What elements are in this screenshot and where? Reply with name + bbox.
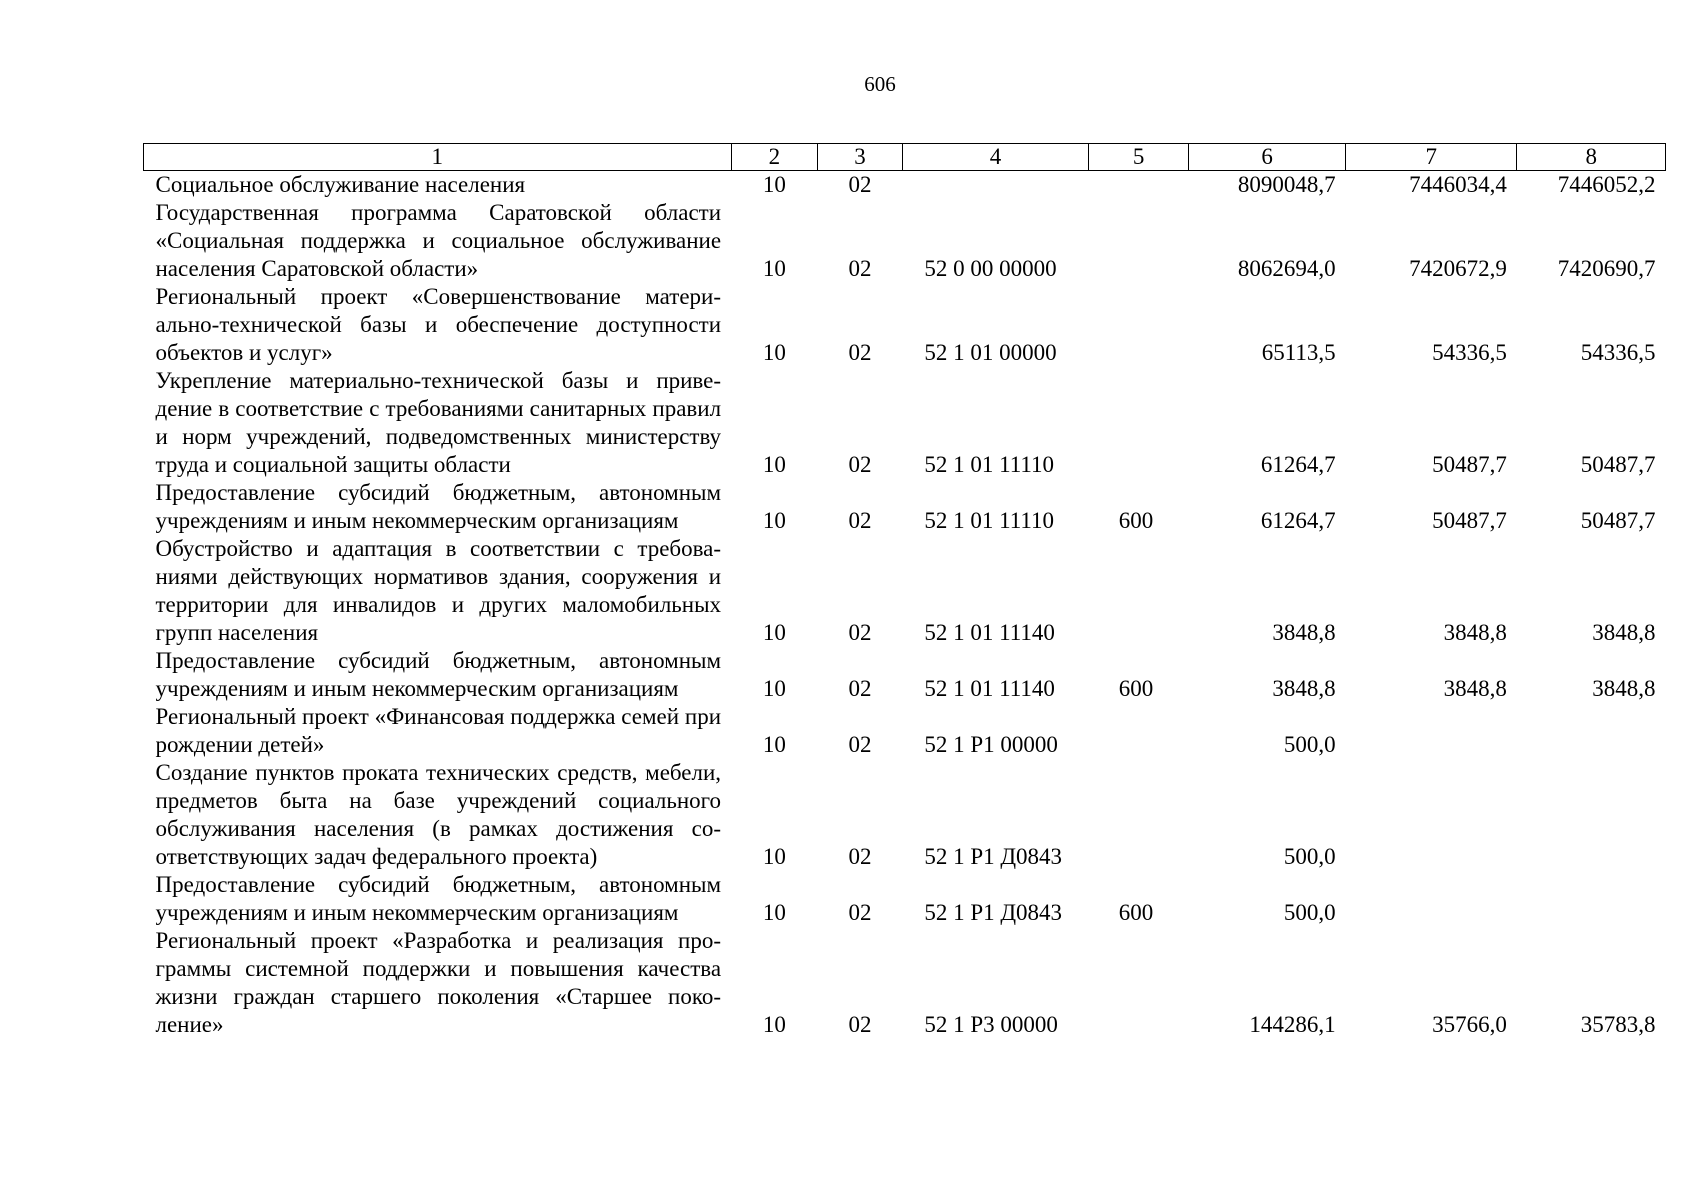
page-number: 606 — [864, 72, 896, 96]
amount-col-6-cell: 8090048,7 — [1237, 172, 1336, 197]
amount-col-7-cell: 50487,7 — [1432, 452, 1507, 477]
header-col-3: 3 — [818, 144, 903, 171]
row-name-cell: Региональный проект «Совершенствование материально-технической базы и обеспечение доступности объектов и услуг» — [155, 284, 722, 365]
expense-type-cell — [1089, 367, 1189, 479]
amount-col-7-cell: 3848,8 — [1443, 620, 1507, 645]
expense-type-cell — [1089, 199, 1189, 283]
expense-type-cell: 600 — [1118, 676, 1154, 701]
row-name-cell: Государственная программа Саратовской области «Социальная поддержка и социальное обслуживание населения Саратовской области» — [155, 200, 722, 281]
subsection-code-cell: 02 — [848, 620, 872, 645]
amount-col-8-cell: 50487,7 — [1580, 452, 1656, 477]
subsection-code-cell: 02 — [848, 676, 872, 701]
table-row — [144, 703, 1666, 759]
amount-col-8-cell: 50487,7 — [1580, 508, 1656, 533]
expense-type-cell — [1089, 703, 1189, 759]
amount-col-7-cell — [1346, 759, 1517, 871]
amount-col-8-cell: 35783,8 — [1580, 1012, 1656, 1037]
amount-col-8-cell — [1517, 703, 1666, 759]
target-article-cell: 52 0 00 00000 — [924, 256, 1057, 281]
target-article-cell: 52 1 P1 Д0843 — [924, 844, 1063, 869]
table-row — [144, 199, 1666, 283]
row-name-cell: Предоставление субсидий бюджетным, автономным учреждениям и иным некоммерческим организациям — [155, 648, 722, 701]
table-row — [144, 647, 1666, 703]
amount-col-6-cell: 3848,8 — [1272, 676, 1336, 701]
row-name-cell: Региональный проект «Разработка и реализация программы системной поддержки и повышения качества жизни граждан старшего поколения «Старшее поколение» — [155, 928, 722, 1037]
section-code-cell: 10 — [762, 900, 786, 925]
header-col-7: 7 — [1346, 144, 1517, 171]
amount-col-7-cell: 35766,0 — [1432, 1012, 1507, 1037]
amount-col-7-cell: 3848,8 — [1443, 676, 1507, 701]
amount-col-8-cell: 3848,8 — [1592, 676, 1656, 701]
amount-col-6-cell: 500,0 — [1283, 844, 1336, 869]
subsection-code-cell: 02 — [848, 452, 872, 477]
amount-col-8-cell — [1517, 759, 1666, 871]
subsection-code-cell: 02 — [848, 340, 872, 365]
row-name-cell: Региональный проект «Финансовая поддержка семей при рождении детей» — [155, 704, 722, 757]
target-article-cell: 52 1 01 11140 — [924, 676, 1055, 701]
amount-col-8-cell: 7420690,7 — [1557, 256, 1656, 281]
amount-col-6-cell: 500,0 — [1283, 900, 1336, 925]
subsection-code-cell: 02 — [848, 900, 872, 925]
amount-col-7-cell: 50487,7 — [1432, 508, 1507, 533]
amount-col-8-cell: 7446052,2 — [1557, 172, 1656, 197]
expense-type-cell: 600 — [1118, 508, 1154, 533]
section-code-cell: 10 — [762, 452, 786, 477]
amount-col-6-cell: 65113,5 — [1261, 340, 1336, 365]
target-article-cell: 52 1 01 00000 — [924, 340, 1057, 365]
section-code-cell: 10 — [762, 172, 786, 197]
amount-col-6-cell: 61264,7 — [1260, 452, 1336, 477]
amount-col-7-cell — [1346, 703, 1517, 759]
subsection-code-cell: 02 — [848, 172, 872, 197]
budget-table — [143, 143, 1666, 1039]
target-article-cell: 52 1 P3 00000 — [924, 1012, 1058, 1037]
section-code-cell: 10 — [762, 676, 786, 701]
expense-type-cell — [1089, 283, 1189, 367]
header-col-2: 2 — [731, 144, 818, 171]
table-row — [144, 171, 1666, 200]
expense-type-cell — [1089, 171, 1189, 200]
subsection-code-cell: 02 — [848, 508, 872, 533]
subsection-code-cell: 02 — [848, 732, 872, 757]
row-name-cell: Социальное обслуживание населения — [155, 172, 526, 197]
expense-type-cell — [1089, 927, 1189, 1039]
header-col-4: 4 — [902, 144, 1088, 171]
amount-col-8-cell: 54336,5 — [1580, 340, 1656, 365]
header-col-8: 8 — [1517, 144, 1666, 171]
subsection-code-cell: 02 — [848, 844, 872, 869]
section-code-cell: 10 — [762, 732, 786, 757]
amount-col-7-cell: 7420672,9 — [1409, 256, 1507, 281]
subsection-code-cell: 02 — [848, 256, 872, 281]
target-article-cell: 52 1 P1 00000 — [924, 732, 1058, 757]
expense-type-cell — [1089, 535, 1189, 647]
row-name-cell: Предоставление субсидий бюджетным, автономным учреждениям и иным некоммерческим организациям — [155, 872, 722, 925]
amount-col-6-cell: 500,0 — [1283, 732, 1336, 757]
target-article-cell: 52 1 P1 Д0843 — [924, 900, 1063, 925]
subsection-code-cell: 02 — [848, 1012, 872, 1037]
amount-col-7-cell: 7446034,4 — [1409, 172, 1507, 197]
amount-col-6-cell: 8062694,0 — [1237, 256, 1336, 281]
section-code-cell: 10 — [762, 620, 786, 645]
amount-col-6-cell: 61264,7 — [1260, 508, 1336, 533]
table-header-row — [144, 144, 1666, 171]
amount-col-7-cell: 54336,5 — [1432, 340, 1507, 365]
section-code-cell: 10 — [762, 844, 786, 869]
section-code-cell: 10 — [762, 340, 786, 365]
target-article-cell — [902, 171, 1088, 200]
target-article-cell: 52 1 01 11140 — [924, 620, 1055, 645]
header-col-5: 5 — [1089, 144, 1189, 171]
table-row — [144, 927, 1666, 1039]
target-article-cell: 52 1 01 11110 — [924, 452, 1055, 477]
header-col-6: 6 — [1188, 144, 1345, 171]
expense-type-cell: 600 — [1118, 900, 1154, 925]
row-name-cell: Обустройство и адаптация в соответствии с требованиями действующих нормативов здания, сооружения и территории для инвалидов и других маломобильных групп населения — [155, 536, 722, 645]
table-row — [144, 871, 1666, 927]
amount-col-7-cell — [1346, 871, 1517, 927]
section-code-cell: 10 — [762, 256, 786, 281]
table-body — [144, 171, 1666, 1040]
table-row — [144, 759, 1666, 871]
table-row — [144, 367, 1666, 479]
target-article-cell: 52 1 01 11110 — [924, 508, 1055, 533]
row-name-cell: Создание пунктов проката технических средств, мебели, предметов быта на базе учреждений социального обслуживания населения (в рамках достижения соответствующих задач федерального проекта) — [155, 760, 722, 869]
amount-col-8-cell: 3848,8 — [1592, 620, 1656, 645]
amount-col-8-cell — [1517, 871, 1666, 927]
section-code-cell: 10 — [762, 508, 786, 533]
amount-col-6-cell: 3848,8 — [1272, 620, 1336, 645]
table-row — [144, 283, 1666, 367]
table-row — [144, 479, 1666, 535]
section-code-cell: 10 — [762, 1012, 786, 1037]
row-name-cell: Укрепление материально-технической базы и приведение в соответствие с требованиями санитарных правил и норм учреждений, подведомственных министерству труда и социальной защиты области — [155, 368, 722, 477]
table-row — [144, 535, 1666, 647]
amount-col-6-cell: 144286,1 — [1249, 1012, 1336, 1037]
header-col-1: 1 — [144, 144, 732, 171]
expense-type-cell — [1089, 759, 1189, 871]
row-name-cell: Предоставление субсидий бюджетным, автономным учреждениям и иным некоммерческим организациям — [155, 480, 722, 533]
